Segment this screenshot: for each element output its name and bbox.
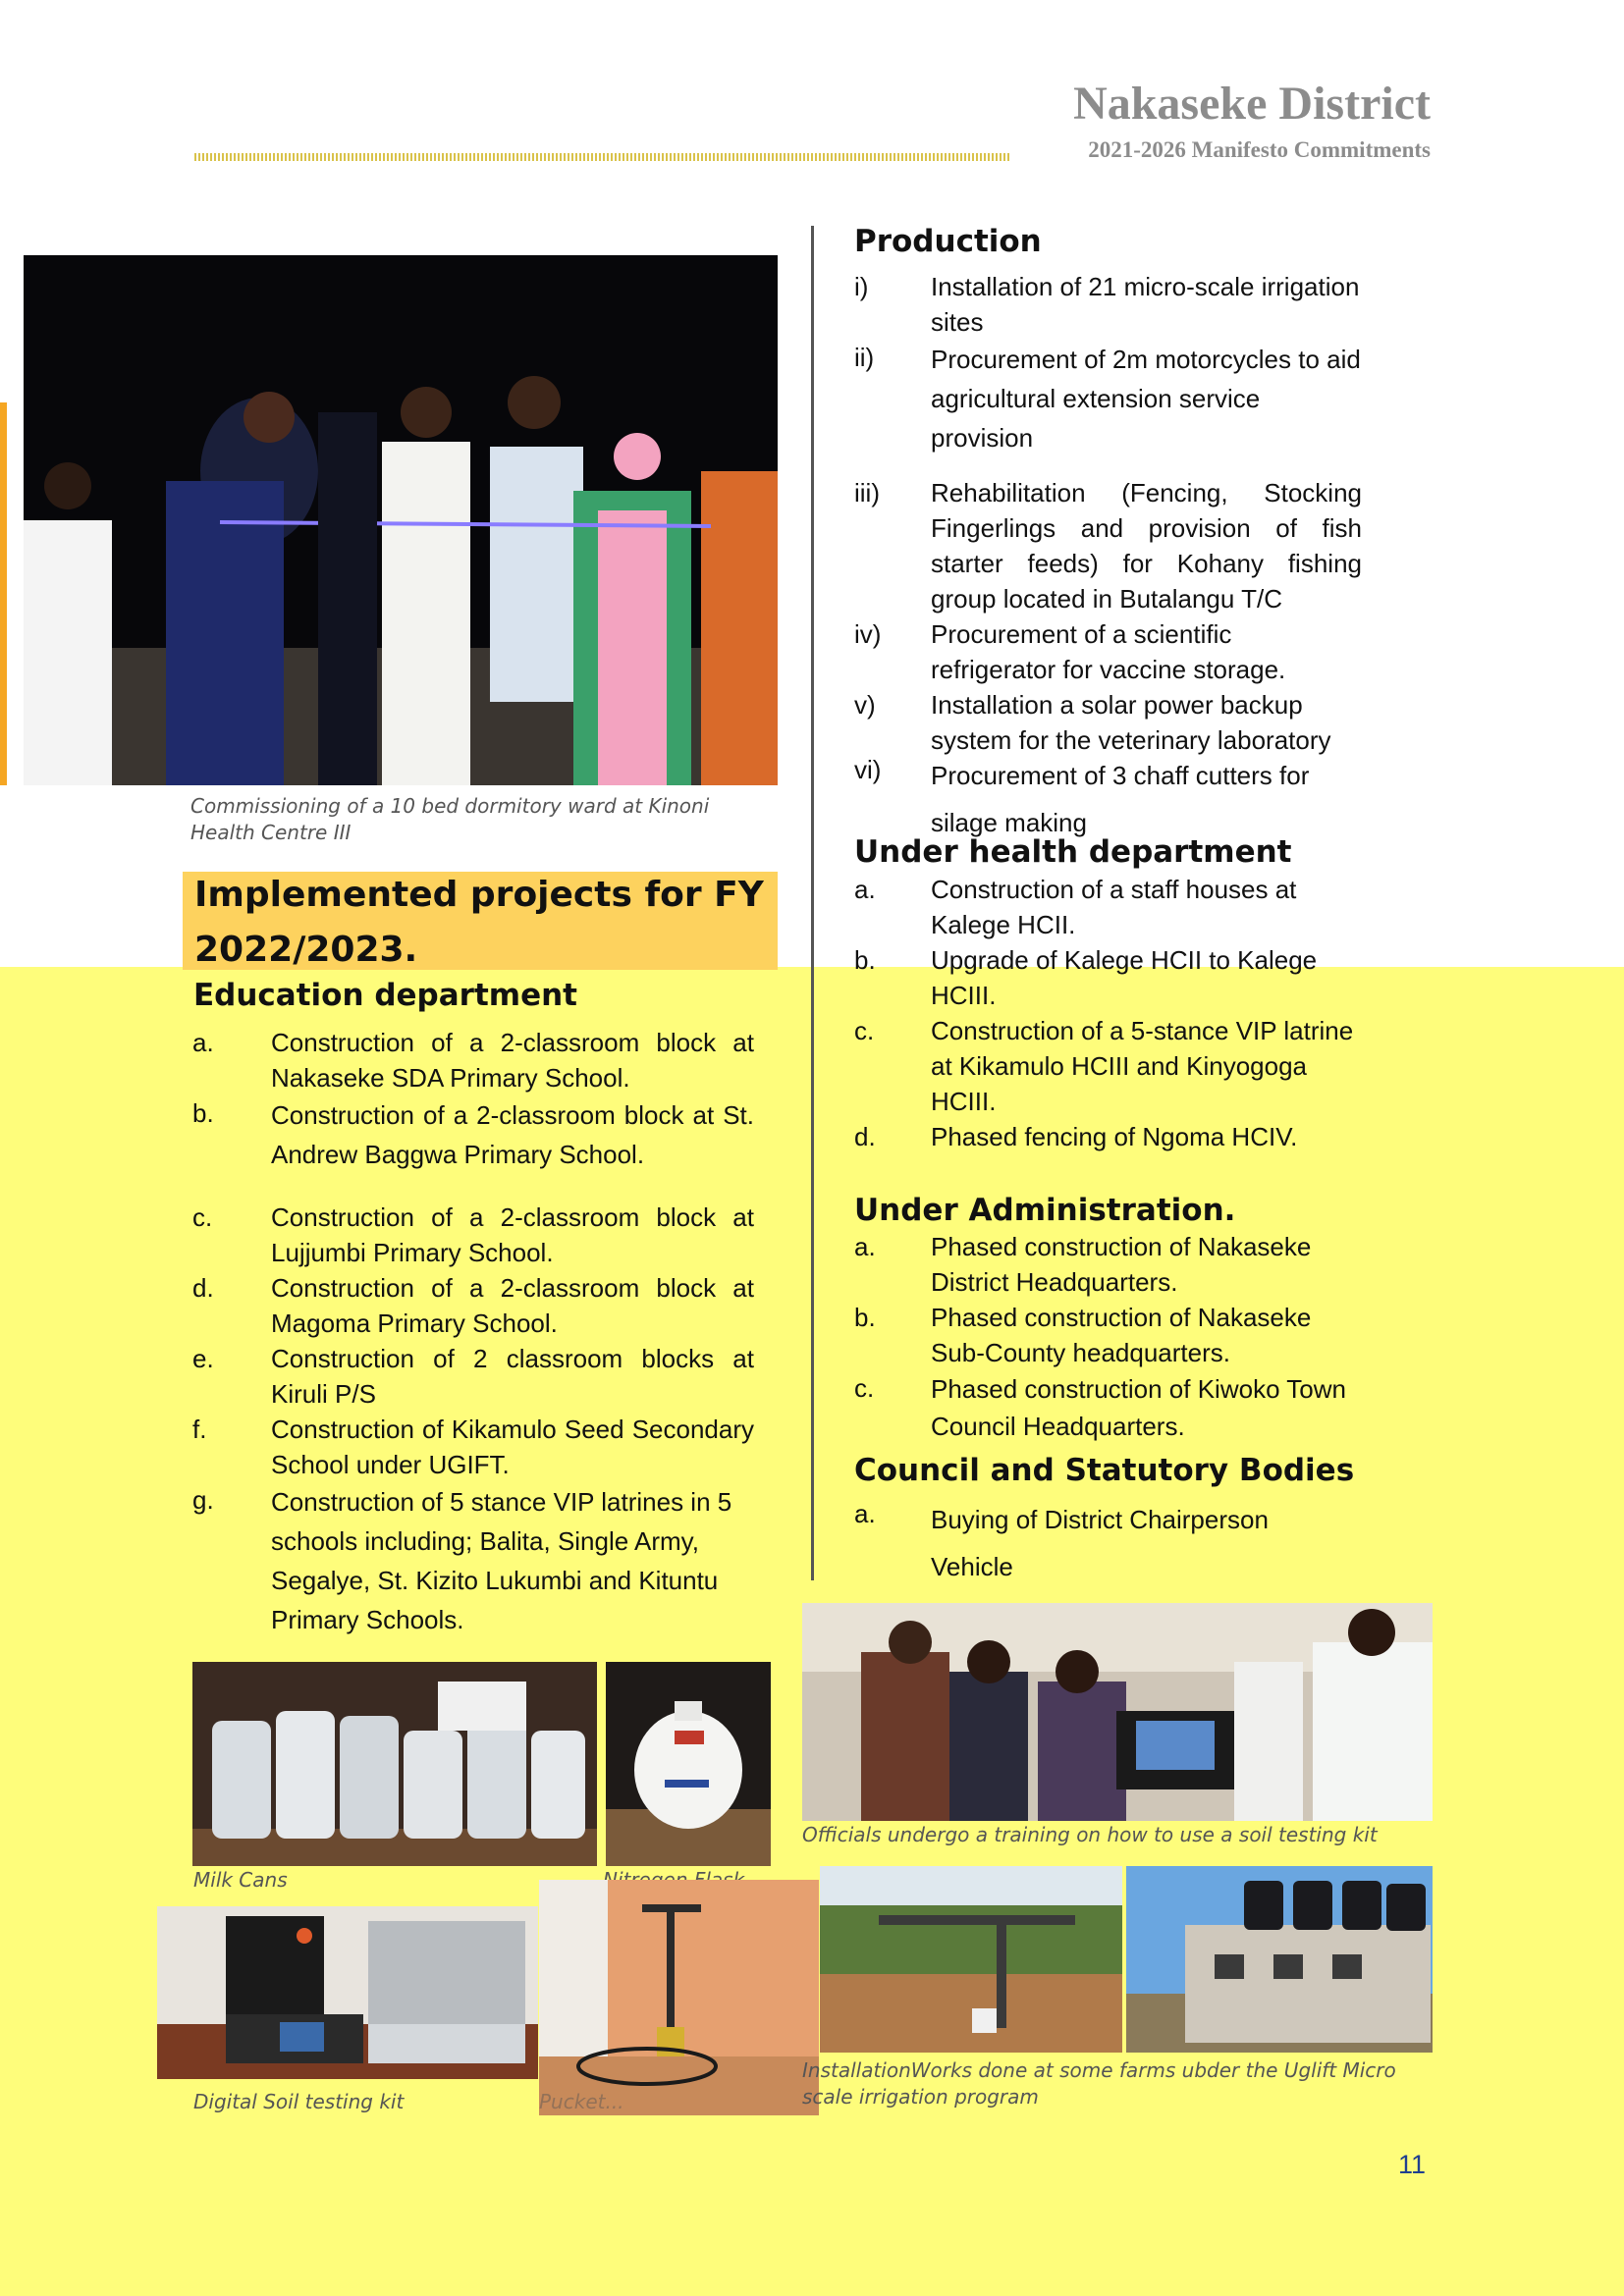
commissioning-caption: Commissioning of a 10 bed dormitory ward at Kinoni Health Centre III bbox=[190, 794, 710, 844]
production-list bbox=[854, 269, 1362, 846]
list-item: vi) Procurement of 3 chaff cutters for silage making bbox=[854, 755, 1310, 837]
list-item: b. Construction of a 2-classroom block at St. Andrew Baggwa Primary School. bbox=[192, 1098, 754, 1169]
irrigation-caption: InstallationWorks done at some farms ubder the Uglift Micro scale irrigation program bbox=[802, 2058, 1396, 2109]
list-item: c. Phased construction of Kiwoko Town Council Headquarters. bbox=[854, 1373, 1346, 1441]
header-dotted-rule bbox=[194, 153, 1011, 161]
list-item: ii) Procurement of 2m motorcycles to aid agricultural extension service provision bbox=[854, 343, 1361, 453]
list-item: f. Construction of Kikamulo Seed Secondary School under UGIFT. bbox=[192, 1415, 754, 1479]
left-accent-bar bbox=[0, 402, 7, 785]
list-item: a. Construction of a 2-classroom block at Nakaseke SDA Primary School. bbox=[192, 1028, 754, 1093]
list-item: d. Phased fencing of Ngoma HCIV. bbox=[854, 1122, 1298, 1151]
list-item: iii) Rehabilitation (Fencing, Stocking Fingerlings and provision of fish starter feeds) for Kohany fishing group located in Butalangu T/C bbox=[854, 478, 1362, 614]
column-divider bbox=[811, 226, 814, 1580]
list-item: v) Installation a solar power backup system for the veterinary laboratory bbox=[854, 690, 1331, 755]
soil-training-caption: Officials undergo a training on how to use a soil testing kit bbox=[802, 1823, 1378, 1846]
commissioning-photo bbox=[24, 255, 778, 785]
district-title: Nakaseke District bbox=[1073, 78, 1431, 130]
council-heading: Council and Statutory Bodies bbox=[854, 1453, 1355, 1488]
list-item: c. Construction of a 2-classroom block at Lujjumbi Primary School. bbox=[192, 1202, 754, 1267]
soil-training-photo bbox=[802, 1603, 1433, 1821]
implemented-title: Implemented projects for FY 2022/2023. bbox=[194, 875, 764, 970]
list-item: a. Construction of a staff houses at Kalege HCII. bbox=[854, 875, 1297, 939]
list-item: g. Construction of 5 stance VIP latrines in 5 schools including; Balita, Single Army, Segalye, St. Kizito Lukumbi and Kituntu Primary Schools. bbox=[192, 1485, 732, 1634]
list-item: b. Upgrade of Kalege HCII to Kalege HCIII. bbox=[854, 945, 1318, 1010]
council-list bbox=[854, 1496, 1362, 1590]
list-item: a. Buying of District Chairperson Vehicle bbox=[854, 1499, 1269, 1581]
list-item: iv) Procurement of a scientific refrigerator for vaccine storage. bbox=[854, 619, 1286, 684]
list-item: e. Construction of 2 classroom blocks at Kiruli P/S bbox=[192, 1344, 754, 1409]
pump-photo bbox=[539, 1880, 819, 2115]
health-list bbox=[854, 872, 1362, 1154]
manifesto-subtitle: 2021-2026 Manifesto Commitments bbox=[1088, 137, 1431, 162]
milk-cans-photo bbox=[192, 1662, 597, 1866]
soil-kit-caption: Digital Soil testing kit bbox=[193, 2090, 405, 2113]
soil-kit-photo bbox=[157, 1906, 538, 2079]
pump-caption: Pucket... bbox=[539, 2090, 624, 2113]
milk-cans-caption: Milk Cans bbox=[193, 1868, 288, 1892]
nitrogen-flask-photo bbox=[606, 1662, 771, 1866]
list-item: d. Construction of a 2-classroom block at Magoma Primary School. bbox=[192, 1273, 754, 1338]
list-item: b. Phased construction of Nakaseke Sub-County headquarters. bbox=[854, 1303, 1312, 1367]
list-item: a. Phased construction of Nakaseke District Headquarters. bbox=[854, 1232, 1312, 1297]
list-item: c. Construction of a 5-stance VIP latrine at Kikamulo HCIII and Kinyogoga HCIII. bbox=[854, 1016, 1354, 1116]
education-heading: Education department bbox=[193, 978, 577, 1013]
irrigation-photo-right bbox=[1126, 1866, 1433, 2053]
education-list bbox=[192, 1025, 754, 1639]
production-heading: Production bbox=[854, 224, 1042, 259]
health-heading: Under health department bbox=[854, 834, 1292, 870]
administration-list bbox=[854, 1229, 1362, 1445]
administration-heading: Under Administration. bbox=[854, 1193, 1236, 1228]
irrigation-photo-left bbox=[820, 1866, 1122, 2053]
page-number: 11 bbox=[1398, 2150, 1427, 2179]
list-item: i) Installation of 21 micro-scale irrigation sites bbox=[854, 272, 1360, 337]
